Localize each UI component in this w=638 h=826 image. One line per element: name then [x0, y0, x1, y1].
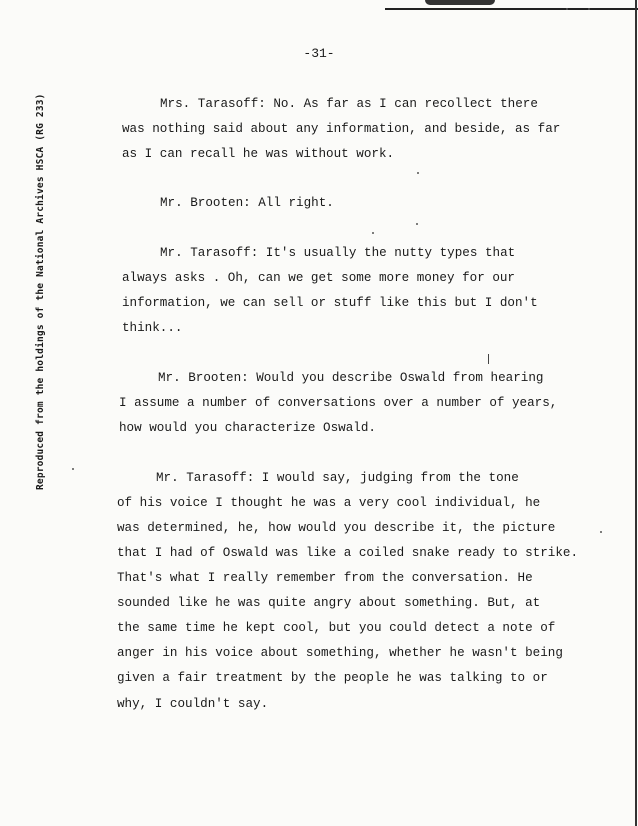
text-line: why, I couldn't say.	[117, 697, 269, 711]
scan-edge-right	[635, 0, 637, 826]
text-line: anger in his voice about something, whether he wasn't being	[117, 646, 563, 660]
text-line: information, we can sell or stuff like this but I don't	[122, 296, 538, 310]
text-line: always asks . Oh, can we get some more money for our	[122, 271, 515, 285]
text-line: Mr. Tarasoff: I would say, judging from the tone	[156, 471, 519, 485]
text-line: Mr. Brooten: Would you describe Oswald from hearing	[158, 371, 544, 385]
text-line: sounded like he was quite angry about something. But, at	[117, 596, 541, 610]
text-line: of his voice I thought he was a very cool individual, he	[117, 496, 541, 510]
scan-mark	[488, 354, 489, 364]
text-line: Mr. Brooten: All right.	[160, 196, 334, 210]
scan-speck	[566, 8, 568, 10]
scan-edge-top	[385, 0, 638, 10]
text-line: that I had of Oswald was like a coiled snake ready to strike.	[117, 546, 579, 560]
scan-speck	[372, 232, 374, 234]
text-line: I assume a number of conversations over a number of years,	[119, 396, 558, 410]
scan-artifact	[425, 0, 495, 5]
text-line: Mrs. Tarasoff: No. As far as I can recollect there	[160, 97, 538, 111]
text-line: as I can recall he was without work.	[122, 147, 395, 161]
scan-speck	[416, 223, 418, 225]
text-line: think...	[122, 321, 183, 335]
scan-speck	[600, 531, 602, 533]
archive-side-note: Reproduced from the holdings of the National Archives HSCA (RG 233)	[35, 93, 46, 490]
scan-speck	[72, 468, 74, 470]
text-line: the same time he kept cool, but you could detect a note of	[117, 621, 556, 635]
text-line: given a fair treatment by the people he was talking to or	[117, 671, 548, 685]
text-line: was nothing said about any information, and beside, as far	[122, 122, 561, 136]
text-line: That's what I really remember from the conversation. He	[117, 571, 533, 585]
scan-speck	[417, 172, 419, 174]
text-line: how would you characterize Oswald.	[119, 421, 376, 435]
text-line: was determined, he, how would you describe it, the picture	[117, 521, 556, 535]
text-line: Mr. Tarasoff: It's usually the nutty types that	[160, 246, 516, 260]
scan-speck	[588, 8, 590, 10]
page-number: -31-	[303, 46, 335, 61]
